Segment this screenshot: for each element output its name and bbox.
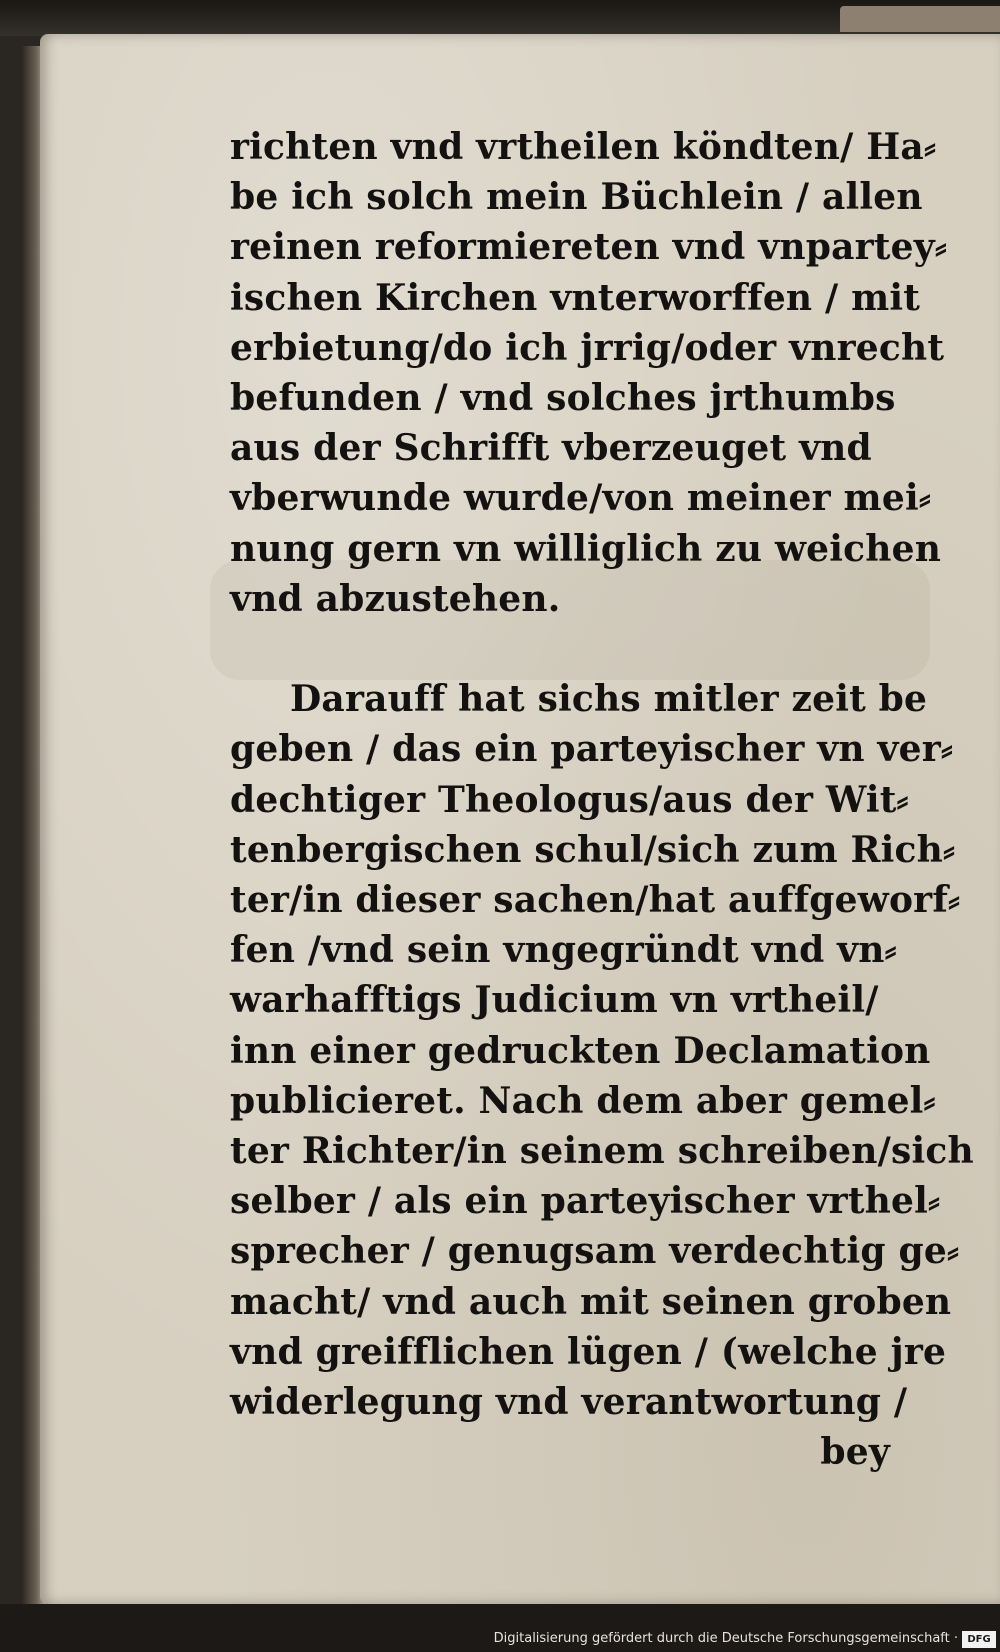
text-line: tenbergischen schul/sich zum Rich⸗ (230, 828, 956, 871)
text-line: geben / das ein parteyischer vn ver⸗ (230, 728, 954, 771)
text-line: fen /vnd sein vngegründt vnd vn⸗ (230, 929, 897, 972)
digitization-credit: Digitalisierung gefördert durch die Deutsche Forschungsgemeinschaft · (493, 1631, 958, 1646)
text-line: publicieret. Nach dem aber gemel⸗ (230, 1079, 936, 1122)
text-line: aus der Schrifft vberzeuget vnd (230, 427, 872, 470)
text-line: selber / als ein parteyischer vrthel⸗ (230, 1180, 941, 1223)
scan-footer-bar (0, 1604, 1000, 1652)
text-line: inn einer gedruckten Declamation (230, 1029, 931, 1072)
paragraph-gap (230, 624, 950, 674)
text-line: erbietung/do ich jrrig/oder vnrecht (230, 326, 945, 369)
text-line: ter/in dieser sachen/hat auffgeworf⸗ (230, 879, 961, 922)
text-line: sprecher / genugsam verdechtig ge⸗ (230, 1230, 960, 1273)
text-line: reinen reformiereten vnd vnpartey⸗ (230, 226, 948, 269)
body-text (230, 122, 974, 1477)
text-line: richten vnd vrtheilen köndten/ Ha⸗ (230, 126, 937, 168)
text-line: macht/ vnd auch mit seinen groben (230, 1280, 952, 1323)
text-line: vnd greifflichen lügen / (welche jre (230, 1330, 947, 1373)
text-line: ter Richter/in seinem schreiben/sich (230, 1130, 974, 1173)
text-line: Darauff hat sichs mitler zeit be (290, 678, 928, 721)
text-line: dechtiger Theologus/aus der Wit⸗ (230, 778, 909, 821)
catchword: bey (820, 1431, 890, 1474)
text-line: ischen Kirchen vnterworffen / mit (230, 276, 921, 319)
dfg-logo-icon: DFG (962, 1631, 996, 1648)
text-line: nung gern vn williglich zu weichen (230, 527, 942, 570)
adjacent-book-edge (840, 6, 1000, 32)
text-line: widerlegung vnd verantwortung / (230, 1381, 908, 1424)
text-line: vberwunde wurde/von meiner mei⸗ (230, 477, 932, 520)
text-line: vnd abzustehen. (230, 577, 561, 620)
text-line: befunden / vnd solches jrthumbs (230, 377, 896, 420)
text-line: warhafftigs Judicium vn vrtheil/ (230, 979, 879, 1022)
text-line: be ich solch mein Büchlein / allen (230, 176, 923, 219)
